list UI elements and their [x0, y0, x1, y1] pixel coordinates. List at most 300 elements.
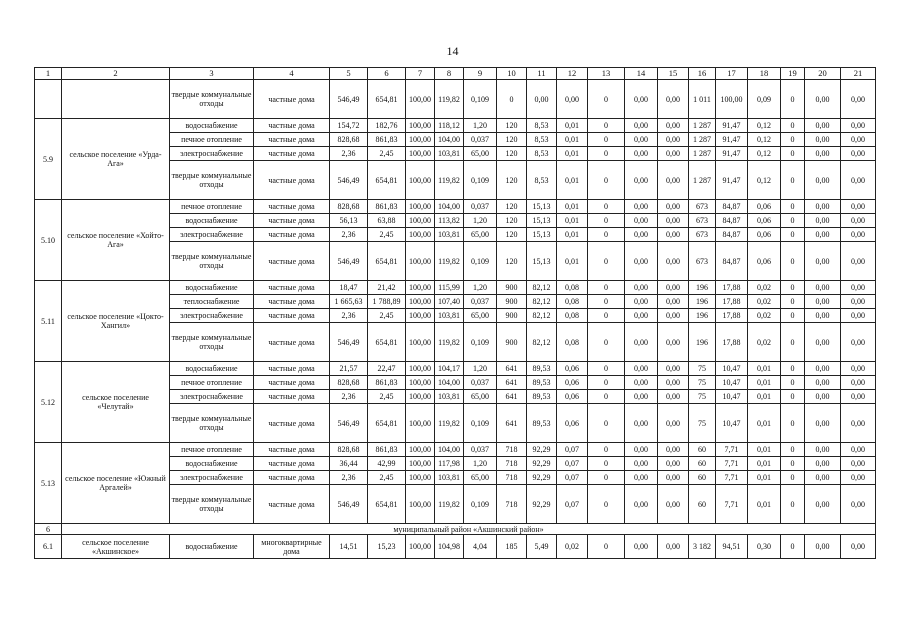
- value-cell: 0,00: [658, 80, 689, 119]
- housing-type: частные дома: [254, 242, 330, 281]
- section-row: [35, 524, 876, 535]
- housing-type: частные дома: [254, 323, 330, 362]
- service-type: водоснабжение: [170, 119, 254, 133]
- housing-type: частные дома: [254, 362, 330, 376]
- value-cell: 0,01: [748, 390, 781, 404]
- settlement-name: сельское поселение «Челутай»: [62, 362, 170, 443]
- value-cell: 104,00: [435, 133, 464, 147]
- value-cell: 0: [588, 309, 625, 323]
- value-cell: 0: [588, 443, 625, 457]
- value-cell: 100,00: [406, 228, 435, 242]
- service-type: электроснабжение: [170, 390, 254, 404]
- value-cell: 0: [588, 362, 625, 376]
- value-cell: 119,82: [435, 323, 464, 362]
- value-cell: 0,00: [805, 390, 841, 404]
- column-number: 15: [658, 68, 689, 80]
- value-cell: 0: [588, 485, 625, 524]
- value-cell: 103,81: [435, 390, 464, 404]
- value-cell: 0,02: [748, 281, 781, 295]
- value-cell: 0,00: [625, 80, 658, 119]
- column-number: 16: [689, 68, 716, 80]
- value-cell: 546,49: [330, 242, 368, 281]
- settlement-number: 6.1: [35, 535, 62, 559]
- value-cell: 0,109: [464, 485, 497, 524]
- value-cell: 92,29: [527, 443, 557, 457]
- value-cell: 0,00: [841, 485, 876, 524]
- value-cell: 0: [781, 390, 805, 404]
- service-type: твердые коммунальные отходы: [170, 323, 254, 362]
- value-cell: 0,01: [748, 362, 781, 376]
- value-cell: 104,17: [435, 362, 464, 376]
- value-cell: 22,47: [368, 362, 406, 376]
- value-cell: 42,99: [368, 457, 406, 471]
- value-cell: 641: [497, 362, 527, 376]
- housing-type: частные дома: [254, 376, 330, 390]
- value-cell: 91,47: [716, 119, 748, 133]
- value-cell: 8,53: [527, 161, 557, 200]
- value-cell: 2,36: [330, 309, 368, 323]
- service-type: водоснабжение: [170, 281, 254, 295]
- value-cell: 1 011: [689, 80, 716, 119]
- value-cell: 0,00: [805, 161, 841, 200]
- value-cell: 120: [497, 147, 527, 161]
- value-cell: 0,00: [841, 535, 876, 559]
- value-cell: 100,00: [406, 80, 435, 119]
- value-cell: 107,40: [435, 295, 464, 309]
- housing-type: частные дома: [254, 443, 330, 457]
- value-cell: 0,00: [841, 242, 876, 281]
- value-cell: 0,01: [557, 200, 588, 214]
- value-cell: 0,00: [658, 485, 689, 524]
- value-cell: 0,00: [625, 443, 658, 457]
- value-cell: 718: [497, 471, 527, 485]
- value-cell: 0,037: [464, 443, 497, 457]
- value-cell: 7,71: [716, 485, 748, 524]
- value-cell: 900: [497, 295, 527, 309]
- value-cell: 196: [689, 323, 716, 362]
- value-cell: 0,02: [557, 535, 588, 559]
- value-cell: 673: [689, 214, 716, 228]
- value-cell: 104,00: [435, 376, 464, 390]
- column-number: 2: [62, 68, 170, 80]
- value-cell: 91,47: [716, 133, 748, 147]
- service-type: электроснабжение: [170, 471, 254, 485]
- value-cell: 119,82: [435, 161, 464, 200]
- value-cell: 0,01: [557, 242, 588, 281]
- value-cell: 17,88: [716, 295, 748, 309]
- value-cell: 0,00: [805, 147, 841, 161]
- value-cell: 0: [781, 200, 805, 214]
- service-type: электроснабжение: [170, 228, 254, 242]
- value-cell: 0,06: [748, 242, 781, 281]
- value-cell: 100,00: [406, 242, 435, 281]
- value-cell: 89,53: [527, 390, 557, 404]
- value-cell: 0: [781, 362, 805, 376]
- value-cell: 120: [497, 242, 527, 281]
- value-cell: 546,49: [330, 80, 368, 119]
- value-cell: 94,51: [716, 535, 748, 559]
- value-cell: 861,83: [368, 376, 406, 390]
- value-cell: 119,82: [435, 242, 464, 281]
- value-cell: 115,99: [435, 281, 464, 295]
- value-cell: 0,037: [464, 133, 497, 147]
- value-cell: 0,00: [658, 404, 689, 443]
- column-number: 4: [254, 68, 330, 80]
- value-cell: 0,06: [557, 376, 588, 390]
- value-cell: 0,07: [557, 443, 588, 457]
- section-number: 6: [35, 524, 62, 535]
- value-cell: 0: [588, 376, 625, 390]
- value-cell: 654,81: [368, 323, 406, 362]
- value-cell: 0,00: [625, 535, 658, 559]
- value-cell: 2,45: [368, 147, 406, 161]
- value-cell: 0,109: [464, 404, 497, 443]
- value-cell: 0,00: [805, 200, 841, 214]
- settlement-number: 5.11: [35, 281, 62, 362]
- value-cell: 0,00: [625, 242, 658, 281]
- settlement-name: [62, 80, 170, 119]
- value-cell: 0,00: [625, 457, 658, 471]
- value-cell: 828,68: [330, 376, 368, 390]
- value-cell: 0: [588, 228, 625, 242]
- column-number: 3: [170, 68, 254, 80]
- value-cell: 119,82: [435, 404, 464, 443]
- service-type: печное отопление: [170, 443, 254, 457]
- value-cell: 0,109: [464, 161, 497, 200]
- value-cell: 196: [689, 281, 716, 295]
- column-number: 17: [716, 68, 748, 80]
- value-cell: 100,00: [406, 390, 435, 404]
- value-cell: 0,00: [841, 457, 876, 471]
- value-cell: 0,01: [557, 119, 588, 133]
- housing-type: частные дома: [254, 404, 330, 443]
- value-cell: 2,36: [330, 471, 368, 485]
- housing-type: частные дома: [254, 295, 330, 309]
- value-cell: 0: [781, 133, 805, 147]
- value-cell: 7,71: [716, 457, 748, 471]
- value-cell: 0,00: [841, 214, 876, 228]
- value-cell: 84,87: [716, 242, 748, 281]
- value-cell: 0,06: [748, 200, 781, 214]
- value-cell: 82,12: [527, 281, 557, 295]
- value-cell: 0,00: [625, 228, 658, 242]
- value-cell: 118,12: [435, 119, 464, 133]
- value-cell: 103,81: [435, 471, 464, 485]
- value-cell: 100,00: [406, 457, 435, 471]
- value-cell: 0,00: [841, 471, 876, 485]
- value-cell: 900: [497, 323, 527, 362]
- value-cell: 14,51: [330, 535, 368, 559]
- service-type: печное отопление: [170, 133, 254, 147]
- value-cell: 63,88: [368, 214, 406, 228]
- value-cell: 0,00: [805, 309, 841, 323]
- value-cell: 0,00: [625, 485, 658, 524]
- value-cell: 0,00: [805, 281, 841, 295]
- value-cell: 0,00: [805, 80, 841, 119]
- value-cell: 0: [781, 471, 805, 485]
- value-cell: 100,00: [406, 214, 435, 228]
- value-cell: 92,29: [527, 485, 557, 524]
- value-cell: 861,83: [368, 443, 406, 457]
- housing-type: частные дома: [254, 80, 330, 119]
- value-cell: 0,00: [658, 242, 689, 281]
- value-cell: 0,00: [625, 295, 658, 309]
- column-number: 10: [497, 68, 527, 80]
- value-cell: 120: [497, 200, 527, 214]
- housing-type: частные дома: [254, 471, 330, 485]
- value-cell: 0,00: [625, 147, 658, 161]
- settlement-name: сельское поселение «Урда-Ага»: [62, 119, 170, 200]
- value-cell: 641: [497, 376, 527, 390]
- housing-type: частные дома: [254, 133, 330, 147]
- value-cell: 0,00: [557, 80, 588, 119]
- value-cell: 0,00: [805, 535, 841, 559]
- section-title: муниципальный район «Акшинский район»: [62, 524, 876, 535]
- value-cell: 0,06: [557, 404, 588, 443]
- value-cell: 92,29: [527, 471, 557, 485]
- value-cell: 0: [781, 485, 805, 524]
- value-cell: 100,00: [406, 376, 435, 390]
- value-cell: 673: [689, 200, 716, 214]
- value-cell: 0,00: [805, 362, 841, 376]
- value-cell: 654,81: [368, 80, 406, 119]
- value-cell: 196: [689, 309, 716, 323]
- value-cell: 0: [588, 147, 625, 161]
- service-type: водоснабжение: [170, 362, 254, 376]
- column-number: 13: [588, 68, 625, 80]
- value-cell: 21,42: [368, 281, 406, 295]
- value-cell: 100,00: [406, 119, 435, 133]
- housing-type: частные дома: [254, 147, 330, 161]
- service-type: твердые коммунальные отходы: [170, 485, 254, 524]
- value-cell: 0,12: [748, 119, 781, 133]
- value-cell: 60: [689, 443, 716, 457]
- value-cell: 0,02: [748, 295, 781, 309]
- value-cell: 0,12: [748, 161, 781, 200]
- value-cell: 182,76: [368, 119, 406, 133]
- value-cell: 120: [497, 133, 527, 147]
- value-cell: 100,00: [406, 323, 435, 362]
- housing-type: многоквартирные дома: [254, 535, 330, 559]
- value-cell: 2,45: [368, 390, 406, 404]
- value-cell: 0,01: [748, 457, 781, 471]
- value-cell: 1,20: [464, 214, 497, 228]
- value-cell: 1 287: [689, 119, 716, 133]
- value-cell: 7,71: [716, 443, 748, 457]
- value-cell: 10,47: [716, 390, 748, 404]
- housing-type: частные дома: [254, 457, 330, 471]
- value-cell: 60: [689, 471, 716, 485]
- value-cell: 0,00: [658, 281, 689, 295]
- value-cell: 0: [588, 323, 625, 362]
- value-cell: 673: [689, 242, 716, 281]
- value-cell: 0,00: [841, 362, 876, 376]
- value-cell: 185: [497, 535, 527, 559]
- value-cell: 900: [497, 309, 527, 323]
- value-cell: 0,06: [748, 228, 781, 242]
- service-type: водоснабжение: [170, 457, 254, 471]
- value-cell: 0,00: [805, 133, 841, 147]
- value-cell: 8,53: [527, 147, 557, 161]
- value-cell: 18,47: [330, 281, 368, 295]
- value-cell: 0,00: [658, 471, 689, 485]
- value-cell: 17,88: [716, 323, 748, 362]
- value-cell: 0,00: [805, 471, 841, 485]
- housing-type: частные дома: [254, 119, 330, 133]
- value-cell: 900: [497, 281, 527, 295]
- settlement-number: 5.12: [35, 362, 62, 443]
- value-cell: 0,30: [748, 535, 781, 559]
- settlement-name: сельское поселение «Хойто-Ага»: [62, 200, 170, 281]
- value-cell: 0,00: [805, 119, 841, 133]
- value-cell: 0,109: [464, 80, 497, 119]
- value-cell: 21,57: [330, 362, 368, 376]
- value-cell: 0,00: [805, 242, 841, 281]
- value-cell: 654,81: [368, 404, 406, 443]
- value-cell: 100,00: [716, 80, 748, 119]
- service-type: твердые коммунальные отходы: [170, 242, 254, 281]
- value-cell: 0: [588, 390, 625, 404]
- column-number: 5: [330, 68, 368, 80]
- value-cell: 0,00: [841, 443, 876, 457]
- value-cell: 75: [689, 376, 716, 390]
- value-cell: 0,00: [841, 376, 876, 390]
- value-cell: 546,49: [330, 485, 368, 524]
- value-cell: 0,01: [557, 214, 588, 228]
- table-row: [35, 80, 876, 119]
- value-cell: 104,98: [435, 535, 464, 559]
- value-cell: 75: [689, 390, 716, 404]
- service-type: теплоснабжение: [170, 295, 254, 309]
- value-cell: 5,49: [527, 535, 557, 559]
- service-type: твердые коммунальные отходы: [170, 161, 254, 200]
- value-cell: 0,00: [841, 147, 876, 161]
- value-cell: 0: [781, 214, 805, 228]
- value-cell: 0: [588, 535, 625, 559]
- value-cell: 0,00: [625, 133, 658, 147]
- column-number: 11: [527, 68, 557, 80]
- value-cell: 0,01: [557, 161, 588, 200]
- value-cell: 0: [588, 457, 625, 471]
- value-cell: 0: [781, 443, 805, 457]
- value-cell: 56,13: [330, 214, 368, 228]
- column-number: 20: [805, 68, 841, 80]
- value-cell: 0: [588, 80, 625, 119]
- value-cell: 7,71: [716, 471, 748, 485]
- value-cell: 0: [781, 404, 805, 443]
- table-row: [35, 281, 876, 295]
- value-cell: 0,00: [658, 323, 689, 362]
- value-cell: 654,81: [368, 485, 406, 524]
- housing-type: частные дома: [254, 214, 330, 228]
- column-number: 9: [464, 68, 497, 80]
- value-cell: 100,00: [406, 404, 435, 443]
- housing-type: частные дома: [254, 200, 330, 214]
- value-cell: 0,00: [625, 376, 658, 390]
- tariff-table: [34, 67, 876, 559]
- value-cell: 0,00: [805, 457, 841, 471]
- value-cell: 84,87: [716, 214, 748, 228]
- housing-type: частные дома: [254, 485, 330, 524]
- value-cell: 100,00: [406, 535, 435, 559]
- column-number: 7: [406, 68, 435, 80]
- value-cell: 0,00: [658, 214, 689, 228]
- value-cell: 0,00: [658, 147, 689, 161]
- value-cell: 0: [588, 471, 625, 485]
- value-cell: 546,49: [330, 161, 368, 200]
- value-cell: 0,09: [748, 80, 781, 119]
- value-cell: 10,47: [716, 404, 748, 443]
- value-cell: 65,00: [464, 228, 497, 242]
- value-cell: 0,01: [748, 471, 781, 485]
- column-number: 14: [625, 68, 658, 80]
- value-cell: 10,47: [716, 362, 748, 376]
- value-cell: 0,00: [658, 535, 689, 559]
- value-cell: 91,47: [716, 161, 748, 200]
- service-type: электроснабжение: [170, 147, 254, 161]
- value-cell: 546,49: [330, 404, 368, 443]
- value-cell: 718: [497, 457, 527, 471]
- value-cell: 718: [497, 485, 527, 524]
- value-cell: 0: [781, 295, 805, 309]
- table-row: [35, 443, 876, 457]
- housing-type: частные дома: [254, 228, 330, 242]
- column-number: 19: [781, 68, 805, 80]
- value-cell: 0,00: [805, 295, 841, 309]
- value-cell: 100,00: [406, 147, 435, 161]
- value-cell: 0,08: [557, 281, 588, 295]
- value-cell: 2,36: [330, 147, 368, 161]
- value-cell: 641: [497, 390, 527, 404]
- value-cell: 0,00: [658, 295, 689, 309]
- value-cell: 0,00: [658, 362, 689, 376]
- value-cell: 17,88: [716, 309, 748, 323]
- value-cell: 1 788,89: [368, 295, 406, 309]
- value-cell: 82,12: [527, 295, 557, 309]
- housing-type: частные дома: [254, 281, 330, 295]
- value-cell: 0,00: [805, 404, 841, 443]
- value-cell: 100,00: [406, 161, 435, 200]
- value-cell: 1,20: [464, 119, 497, 133]
- value-cell: 103,81: [435, 147, 464, 161]
- value-cell: 0,00: [625, 161, 658, 200]
- value-cell: 0: [781, 376, 805, 390]
- value-cell: 1 287: [689, 161, 716, 200]
- value-cell: 0,00: [625, 404, 658, 443]
- table-row: [35, 535, 876, 559]
- value-cell: 0,07: [557, 457, 588, 471]
- value-cell: 0: [781, 323, 805, 362]
- value-cell: 0,00: [841, 200, 876, 214]
- value-cell: 2,36: [330, 390, 368, 404]
- value-cell: 718: [497, 443, 527, 457]
- value-cell: 65,00: [464, 471, 497, 485]
- value-cell: 0: [781, 242, 805, 281]
- value-cell: 0,00: [658, 133, 689, 147]
- value-cell: 0,00: [841, 133, 876, 147]
- value-cell: 75: [689, 404, 716, 443]
- service-type: электроснабжение: [170, 309, 254, 323]
- value-cell: 100,00: [406, 309, 435, 323]
- value-cell: 0,00: [658, 200, 689, 214]
- value-cell: 0,01: [557, 133, 588, 147]
- value-cell: 0,01: [748, 404, 781, 443]
- value-cell: 17,88: [716, 281, 748, 295]
- value-cell: 0,00: [805, 228, 841, 242]
- value-cell: 0,06: [557, 362, 588, 376]
- value-cell: 0,00: [527, 80, 557, 119]
- value-cell: 0,00: [625, 309, 658, 323]
